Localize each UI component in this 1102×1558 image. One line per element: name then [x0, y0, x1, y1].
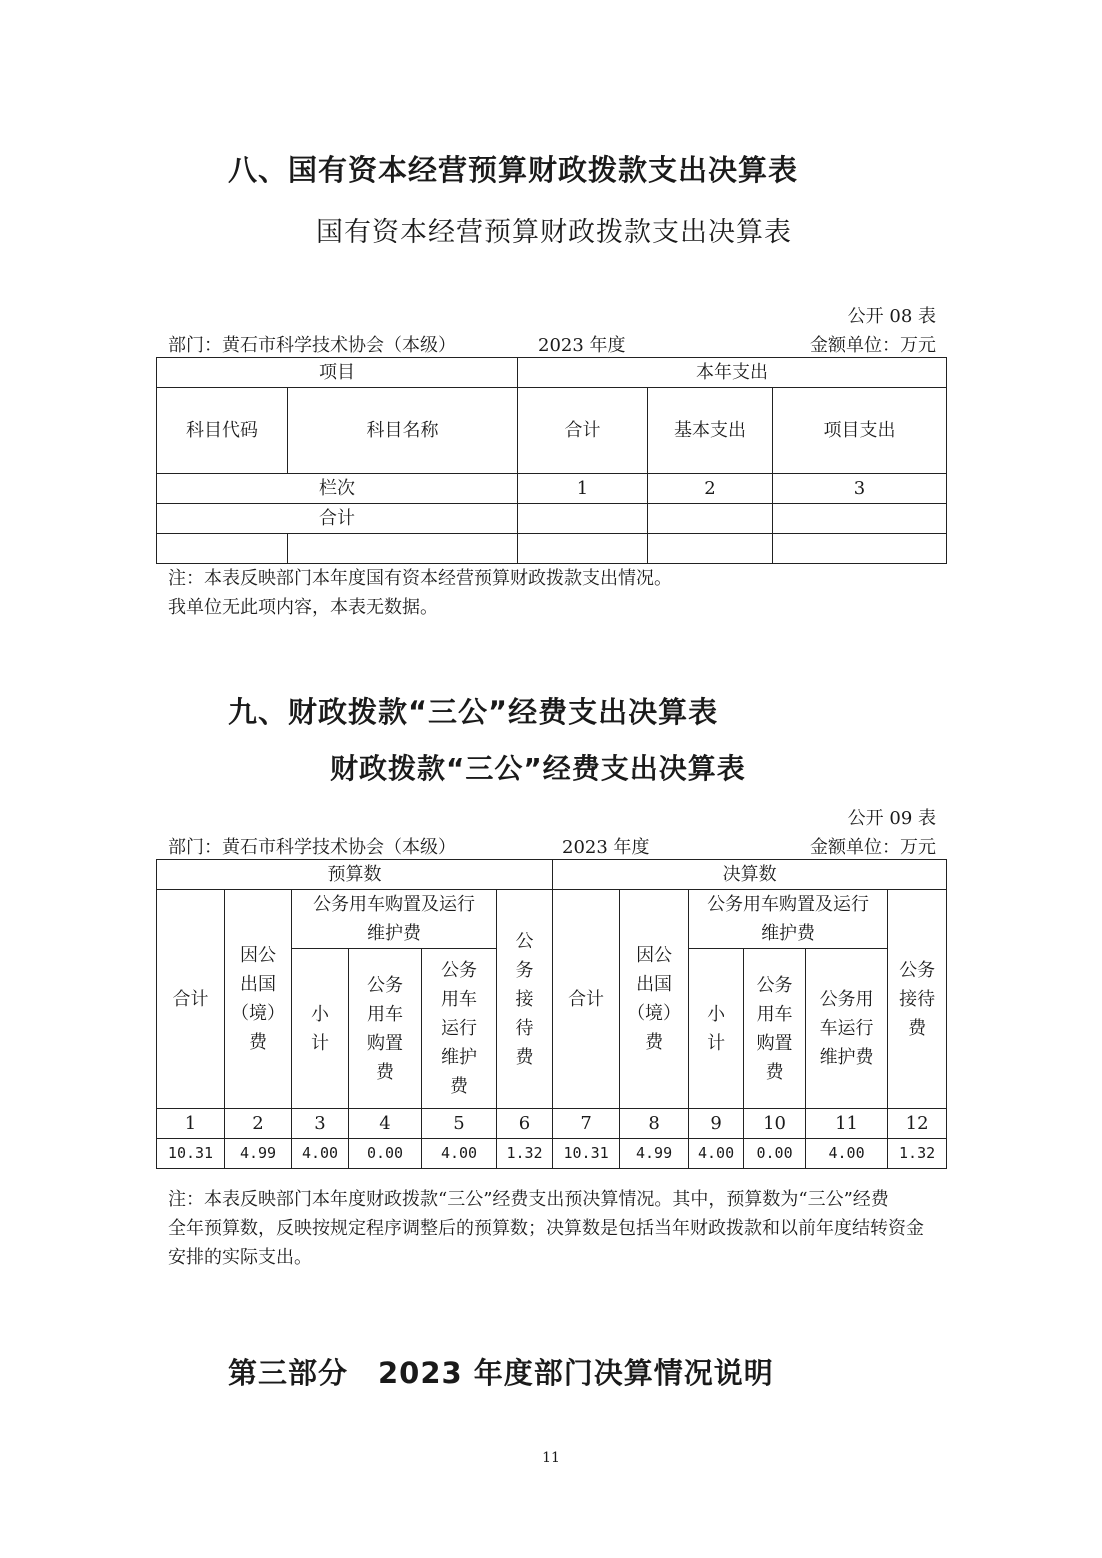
row-total-cell	[648, 504, 773, 534]
row-index-1: 1	[518, 474, 648, 504]
three-public-expense-table	[156, 859, 947, 1169]
header-final-subtotal	[689, 949, 744, 1109]
header-text-line: 费	[908, 1017, 927, 1039]
header-project: 项目	[157, 358, 518, 388]
index-cell: 7	[553, 1109, 620, 1139]
header-subject-name: 科目名称	[288, 388, 518, 474]
value-cell: 10.31	[553, 1139, 620, 1169]
empty-cell	[288, 534, 518, 564]
header-text-line: 购置	[756, 1032, 793, 1054]
header-text-line: 公务	[756, 974, 793, 996]
section9-note-line2: 全年预算数，反映按规定程序调整后的预算数；决算数是包括当年财政拨款和以前年度结转资金	[168, 1218, 924, 1239]
value-cell: 4.99	[225, 1139, 292, 1169]
header-text-line: 费	[645, 1032, 664, 1053]
row-total-label: 合计	[157, 504, 518, 534]
empty-cell	[773, 534, 947, 564]
section8-note-line1: 注：本表反映部门本年度国有资本经营预算财政拨款支出情况。	[168, 568, 672, 589]
header-text-line: 用车	[441, 989, 477, 1010]
index-cell: 10	[744, 1109, 806, 1139]
header-text-line: 费	[376, 1061, 394, 1083]
section9-unit: 金额单位：万元	[810, 837, 936, 858]
index-cell: 3	[292, 1109, 349, 1139]
header-text-line: （境）	[627, 1003, 682, 1024]
header-text-line: 接待	[899, 988, 936, 1010]
state-capital-expense-table	[156, 357, 947, 564]
row-index-3: 3	[773, 474, 947, 504]
header-text-line: 费	[515, 1046, 534, 1068]
section8-note-line2: 我单位无此项内容，本表无数据。	[168, 597, 438, 618]
empty-cell	[157, 534, 288, 564]
index-cell: 6	[497, 1109, 553, 1139]
index-cell: 4	[349, 1109, 422, 1139]
header-subject-code: 科目代码	[157, 388, 288, 474]
header-budget-reception	[497, 890, 553, 1109]
table-row	[157, 1109, 947, 1139]
value-cell: 4.00	[689, 1139, 744, 1169]
section9-year: 2023 年度	[562, 837, 650, 858]
table-row	[157, 1139, 947, 1169]
header-basic-expense: 基本支出	[648, 388, 773, 474]
value-cell: 1.32	[888, 1139, 947, 1169]
index-cell: 11	[806, 1109, 888, 1139]
header-text-line: 用车	[756, 1003, 793, 1025]
value-cell: 0.00	[744, 1139, 806, 1169]
value-cell: 4.00	[422, 1139, 497, 1169]
header-final-total: 合计	[553, 890, 620, 1109]
header-text-line: 维护费	[367, 923, 421, 944]
page-number: 11	[542, 1450, 560, 1466]
header-text-line: 公务	[367, 974, 403, 996]
section8-heading: 八、国有资本经营预算财政拨款支出决算表	[228, 153, 799, 187]
section9-heading: 九、财政拨款“三公”经费支出决算表	[228, 695, 719, 729]
index-cell: 8	[620, 1109, 689, 1139]
header-text-line: 小	[311, 1003, 329, 1025]
section9-note-line3: 安排的实际支出。	[168, 1247, 312, 1268]
header-total: 合计	[518, 388, 648, 474]
value-cell: 10.31	[157, 1139, 225, 1169]
header-final-operation	[806, 949, 888, 1109]
index-cell: 1	[157, 1109, 225, 1139]
header-budget-operation	[422, 949, 497, 1109]
header-budget: 预算数	[157, 860, 553, 890]
header-text-line: 费	[450, 1076, 468, 1097]
header-text-line: 公务用车购置及运行	[707, 894, 870, 915]
section8-unit: 金额单位：万元	[810, 335, 936, 356]
index-cell: 9	[689, 1109, 744, 1139]
header-text-line: 计	[311, 1032, 329, 1054]
header-final-abroad	[620, 890, 689, 1109]
header-text-line: 维护	[441, 1047, 477, 1068]
row-total-cell	[518, 504, 648, 534]
header-text-line: 车运行	[819, 1018, 874, 1039]
header-text-line: 公务	[441, 960, 477, 981]
header-text-line: 费	[249, 1032, 267, 1053]
header-text-line: 维护费	[761, 923, 816, 944]
table-row	[157, 474, 947, 504]
section8-year: 2023 年度	[538, 335, 626, 356]
section8-table-code: 公开 08 表	[847, 306, 936, 327]
header-text-line: 费	[765, 1061, 784, 1083]
row-total-cell	[773, 504, 947, 534]
header-text-line: 计	[707, 1032, 726, 1054]
section9-note	[168, 1185, 948, 1272]
table-row	[157, 534, 947, 564]
index-cell: 2	[225, 1109, 292, 1139]
header-text-line: 用车	[367, 1003, 403, 1025]
row-index-label: 栏次	[157, 474, 518, 504]
header-budget-subtotal	[292, 949, 349, 1109]
header-current-expense: 本年支出	[518, 358, 947, 388]
section8-department: 部门：黄石市科学技术协会（本级）	[168, 335, 456, 356]
header-budget-vehicle	[292, 890, 497, 949]
value-cell: 1.32	[497, 1139, 553, 1169]
index-cell: 5	[422, 1109, 497, 1139]
header-text-line: 维护费	[819, 1047, 874, 1068]
row-index-2: 2	[648, 474, 773, 504]
header-text-line: 购置	[367, 1032, 403, 1054]
part3-heading: 第三部分 2023 年度部门决算情况说明	[228, 1356, 774, 1390]
header-text-line: 待	[515, 1017, 534, 1039]
section9-table-title: 财政拨款“三公”经费支出决算表	[330, 752, 746, 785]
header-text-line: 接	[515, 988, 534, 1010]
section9-note-line1: 注：本表反映部门本年度财政拨款“三公”经费支出预决算情况。其中，预算数为“三公”经费	[168, 1189, 889, 1210]
header-budget-abroad	[225, 890, 292, 1109]
table-row	[157, 504, 947, 534]
value-cell: 0.00	[349, 1139, 422, 1169]
header-text-line: 因公	[636, 945, 673, 966]
header-text-line: 出国	[240, 974, 276, 995]
header-text-line: 因公	[240, 945, 276, 966]
header-text-line: 出国	[636, 974, 673, 995]
header-text-line: （境）	[231, 1003, 285, 1024]
header-text-line: 运行	[441, 1018, 477, 1039]
value-cell: 4.99	[620, 1139, 689, 1169]
header-text-line: 公	[515, 930, 534, 952]
header-project-expense: 项目支出	[773, 388, 947, 474]
value-cell: 4.00	[292, 1139, 349, 1169]
header-budget-total: 合计	[157, 890, 225, 1109]
section9-table-code: 公开 09 表	[847, 808, 936, 829]
header-text-line: 小	[707, 1003, 726, 1025]
header-final-vehicle	[689, 890, 888, 949]
section9-department: 部门：黄石市科学技术协会（本级）	[168, 837, 456, 858]
empty-cell	[518, 534, 648, 564]
header-text-line: 公务用	[819, 989, 874, 1010]
section8-table-title: 国有资本经营预算财政拨款支出决算表	[316, 217, 792, 248]
header-budget-purchase	[349, 949, 422, 1109]
header-text-line: 公务	[899, 959, 936, 981]
value-cell: 4.00	[806, 1139, 888, 1169]
header-final-purchase	[744, 949, 806, 1109]
header-text-line: 务	[515, 959, 534, 981]
index-cell: 12	[888, 1109, 947, 1139]
empty-cell	[648, 534, 773, 564]
header-text-line: 公务用车购置及运行	[313, 894, 475, 915]
header-final: 决算数	[553, 860, 947, 890]
header-final-reception	[888, 890, 947, 1109]
